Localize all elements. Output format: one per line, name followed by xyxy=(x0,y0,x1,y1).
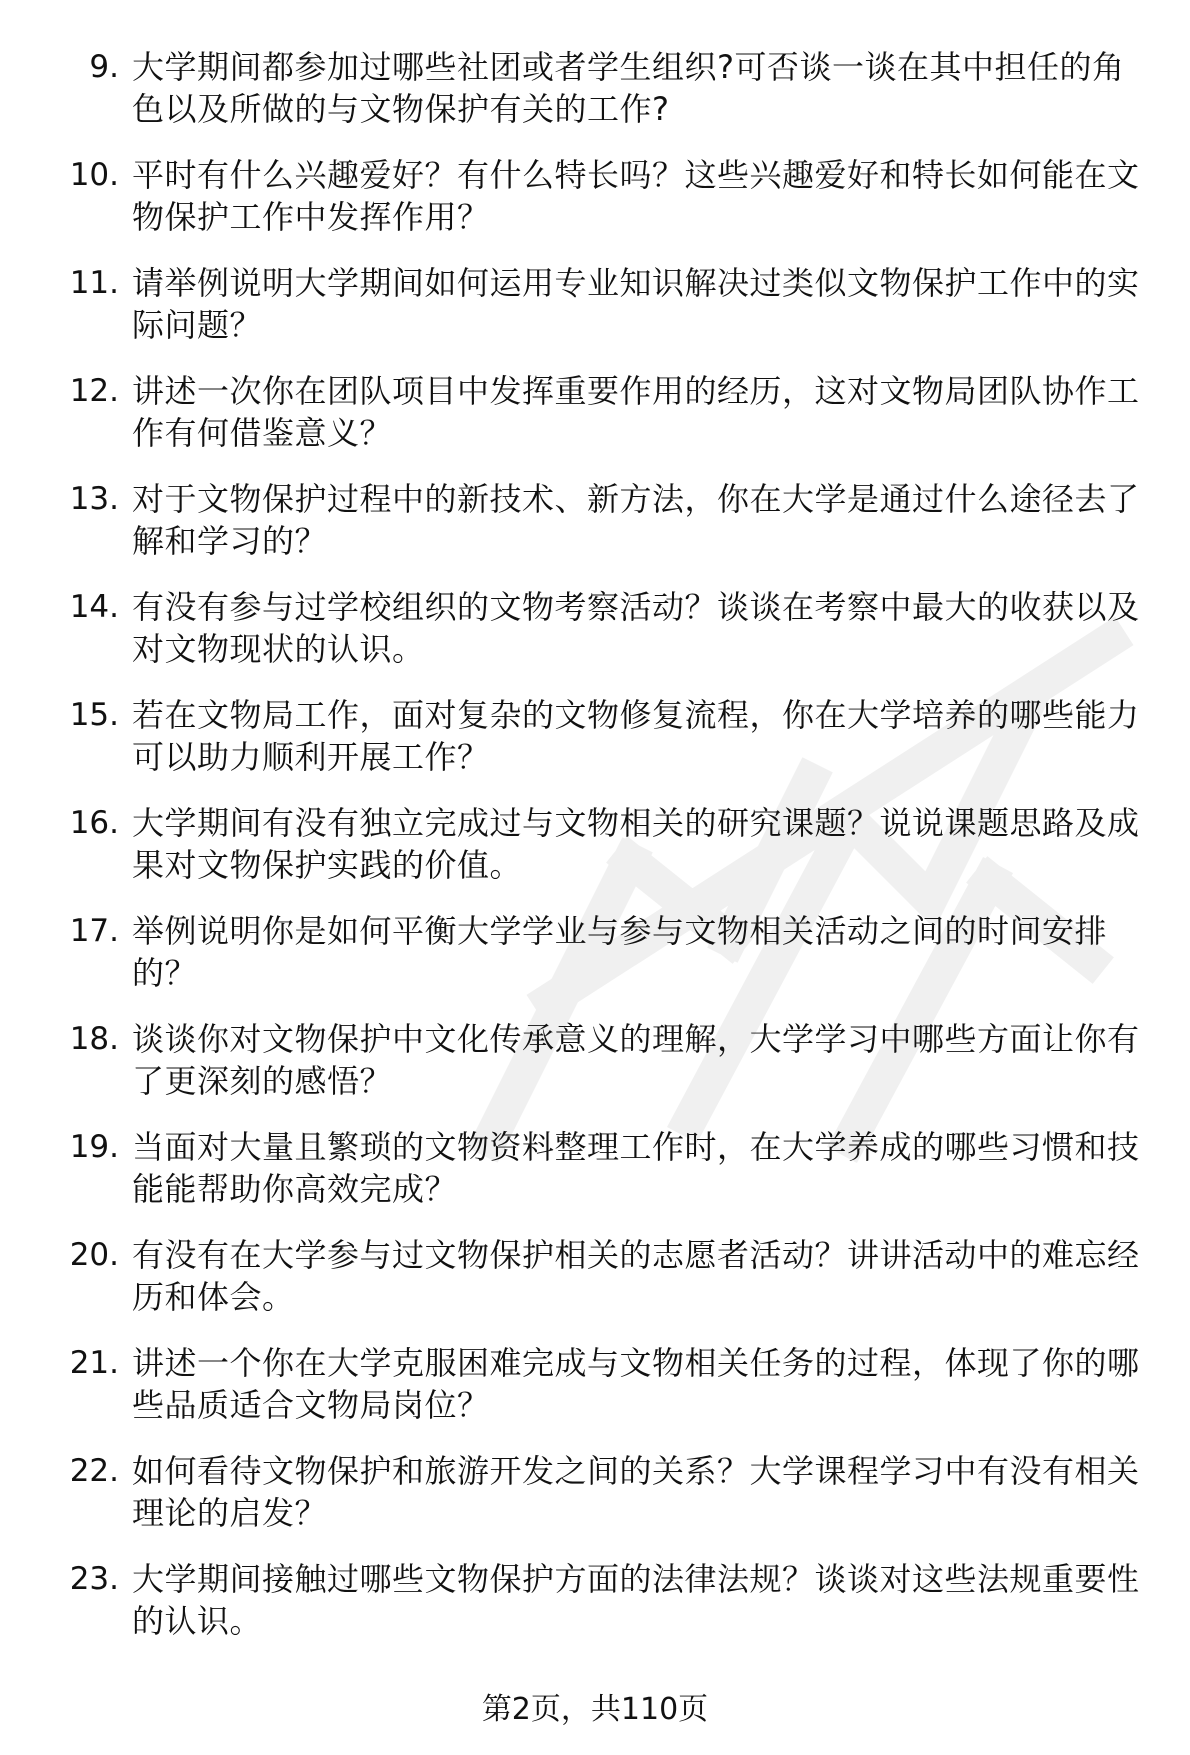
question-text: 当面对大量且繁琐的文物资料整理工作时，在大学养成的哪些习惯和技能能帮助你高效完成？ xyxy=(132,1128,1140,1208)
question-number: 23. xyxy=(69,1561,119,1597)
question-text: 举例说明你是如何平衡大学学业与参与文物相关活动之间的时间安排的？ xyxy=(132,912,1108,992)
question-item xyxy=(55,1234,1155,1342)
question-text: 对于文物保护过程中的新技术、新方法，你在大学是通过什么途径去了解和学习的？ xyxy=(132,480,1140,560)
page-indicator: 第2页，共110页 xyxy=(481,1692,709,1727)
question-text: 若在文物局工作，面对复杂的文物修复流程，你在大学培养的哪些能力可以助力顺利开展工作？ xyxy=(132,696,1140,776)
question-number: 16. xyxy=(69,805,119,841)
question-text: 讲述一个你在大学克服困难完成与文物相关任务的过程，体现了你的哪些品质适合文物局岗位？ xyxy=(132,1344,1140,1424)
question-item xyxy=(55,802,1155,910)
question-number: 18. xyxy=(69,1021,119,1057)
question-text: 如何看待文物保护和旅游开发之间的关系？大学课程学习中有没有相关理论的启发？ xyxy=(132,1452,1140,1532)
question-item xyxy=(55,46,1155,154)
question-item xyxy=(55,478,1155,586)
question-number: 10. xyxy=(69,157,119,193)
question-list xyxy=(55,46,1155,1666)
question-number: 14. xyxy=(69,589,119,625)
question-item xyxy=(55,370,1155,478)
question-item xyxy=(55,262,1155,370)
question-number: 22. xyxy=(69,1453,119,1489)
question-item xyxy=(55,1450,1155,1558)
question-text: 平时有什么兴趣爱好？有什么特长吗？这些兴趣爱好和特长如何能在文物保护工作中发挥作用？ xyxy=(132,156,1140,236)
question-text: 大学期间都参加过哪些社团或者学生组织?可否谈一谈在其中担任的角色以及所做的与文物保护有关的工作? xyxy=(132,48,1125,128)
question-number: 13. xyxy=(69,481,119,517)
question-item xyxy=(55,586,1155,694)
question-text: 请举例说明大学期间如何运用专业知识解决过类似文物保护工作中的实际问题？ xyxy=(132,264,1140,344)
question-text: 谈谈你对文物保护中文化传承意义的理解，大学学习中哪些方面让你有了更深刻的感悟？ xyxy=(132,1020,1140,1100)
question-number: 19. xyxy=(69,1129,119,1165)
question-number: 20. xyxy=(69,1237,119,1273)
question-number: 21. xyxy=(69,1345,119,1381)
question-number: 9. xyxy=(89,49,119,85)
question-number: 17. xyxy=(69,913,119,949)
question-text: 有没有参与过学校组织的文物考察活动？谈谈在考察中最大的收获以及对文物现状的认识。 xyxy=(132,588,1140,668)
question-number: 11. xyxy=(69,265,119,301)
question-text: 大学期间接触过哪些文物保护方面的法律法规？谈谈对这些法规重要性的认识。 xyxy=(132,1560,1140,1640)
question-item xyxy=(55,154,1155,262)
question-item xyxy=(55,694,1155,802)
question-text: 讲述一次你在团队项目中发挥重要作用的经历，这对文物局团队协作工作有何借鉴意义？ xyxy=(132,372,1140,452)
question-item xyxy=(55,1342,1155,1450)
question-number: 15. xyxy=(69,697,119,733)
question-text: 有没有在大学参与过文物保护相关的志愿者活动？讲讲活动中的难忘经历和体会。 xyxy=(132,1236,1140,1316)
question-item xyxy=(55,910,1155,1018)
question-item xyxy=(55,1558,1155,1666)
question-item xyxy=(55,1018,1155,1126)
question-item xyxy=(55,1126,1155,1234)
question-number: 12. xyxy=(69,373,119,409)
question-text: 大学期间有没有独立完成过与文物相关的研究课题？说说课题思路及成果对文物保护实践的价值。 xyxy=(132,804,1140,884)
